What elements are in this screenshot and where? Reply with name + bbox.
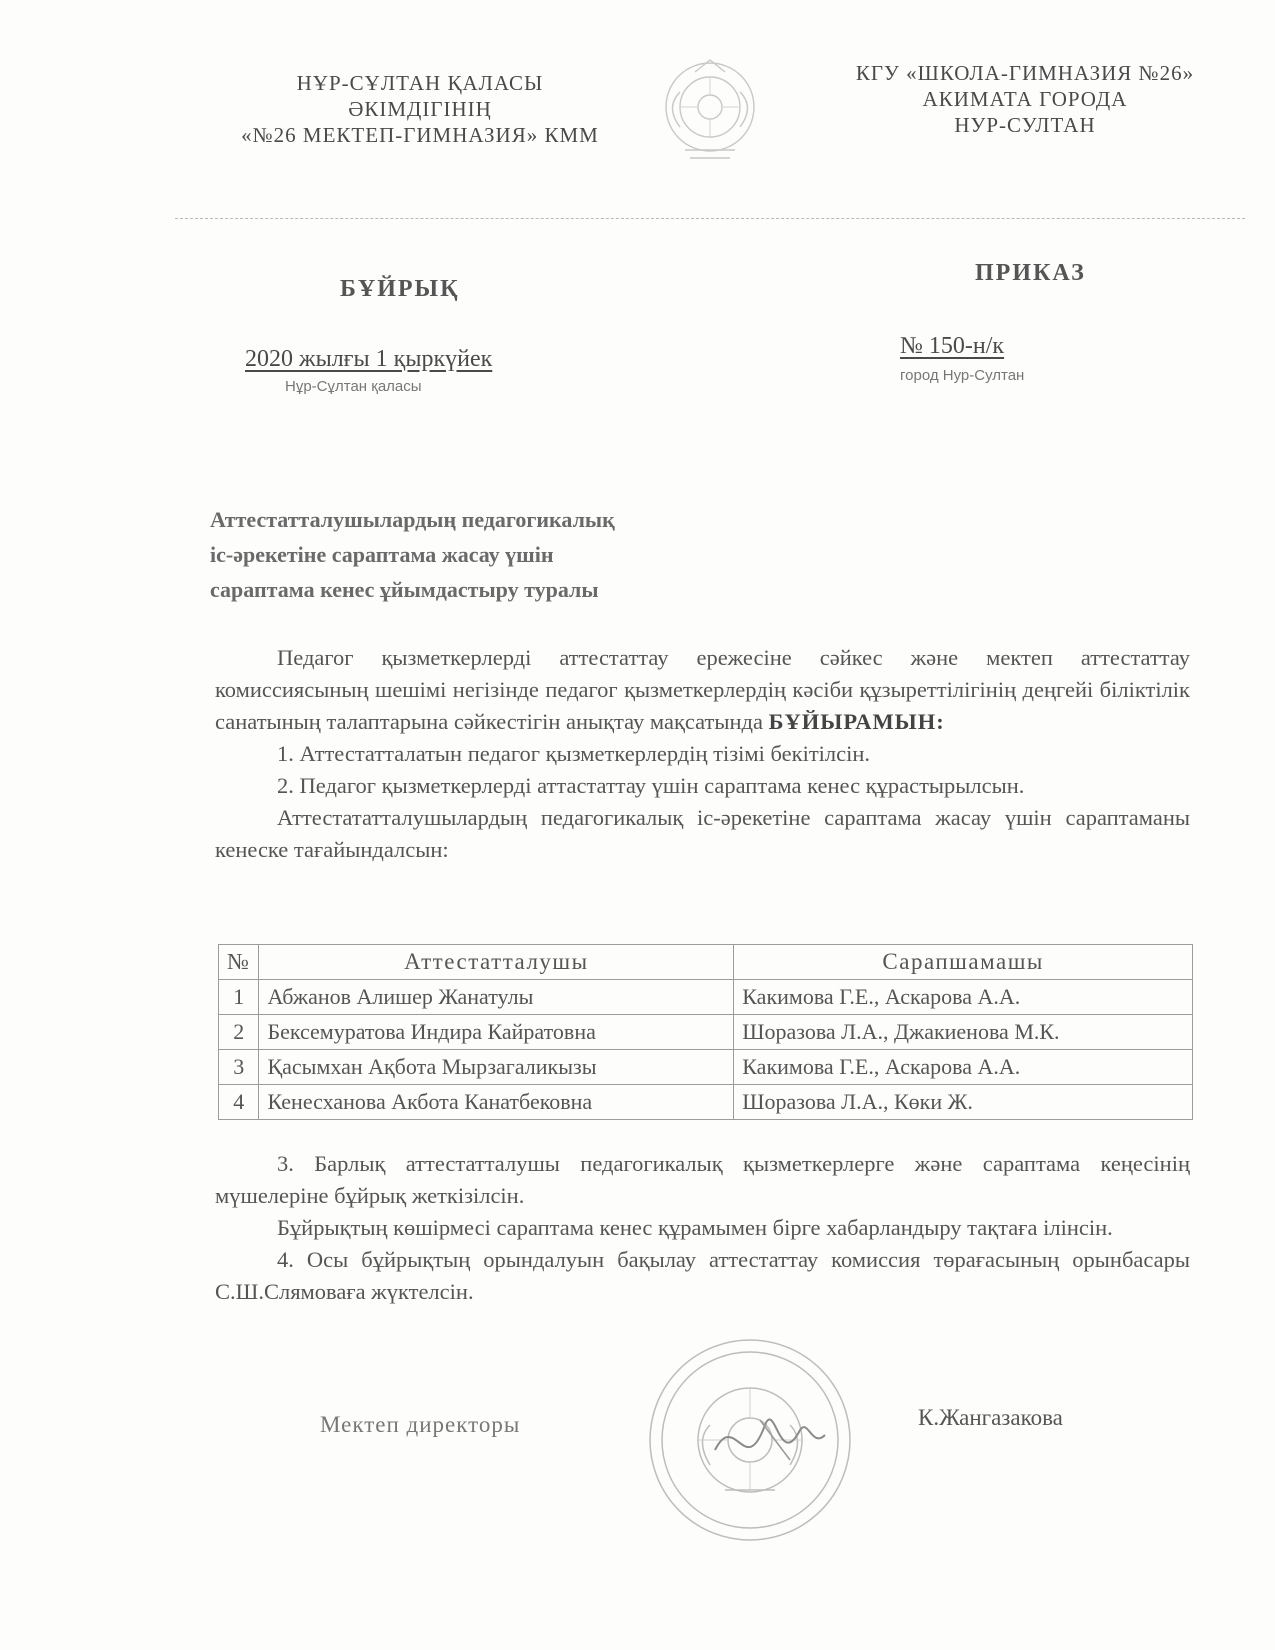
row-experts: Какимова Г.Е., Аскарова А.А. [734, 1050, 1193, 1085]
header-left-line-2: ӘКІМДІГІНІҢ [348, 97, 492, 121]
row-attestee: Қасымхан Ақбота Мырзагаликызы [259, 1050, 734, 1085]
row-attestee: Абжанов Алишер Жанатулы [259, 980, 734, 1015]
header-left-org [185, 70, 655, 148]
point-2: 2. Педагог қызметкерлерді аттастаттау үшін сараптама кенес құрастырылсын. [277, 773, 1025, 798]
header-right-line-3: НУР-СУЛТАН [954, 113, 1096, 137]
row-experts: Шоразова Л.А., Джакиенова М.К. [734, 1015, 1193, 1050]
body-after-table [215, 1148, 1190, 1308]
order-title-kz: БҰЙРЫҚ [340, 276, 460, 302]
round-seal-stamp-icon [640, 1330, 860, 1550]
point-3: 3. Барлық аттестатталушы педагогикалық қызметкерлерге және сараптама кеңесінің мүшелеріне бұйрық жеткізілсін. [215, 1151, 1190, 1208]
row-attestee: Бексемуратова Индира Кайратовна [259, 1015, 734, 1050]
table-header-row [219, 945, 1193, 980]
header-right-line-2: АКИМАТА ГОРОДА [922, 87, 1128, 111]
city-ru: город Нур-Султан [900, 367, 1025, 384]
subject-line-1: Аттестатталушылардың педагогикалық [210, 507, 615, 532]
header-right-line-1: КГУ «ШКОЛА-ГИМНАЗИЯ №26» [855, 61, 1195, 85]
table-row [219, 1015, 1193, 1050]
copy-notice: Бұйрықтың көшірмесі сараптама кенес құрамымен бірге хабарландыру тақтаға ілінсін. [277, 1215, 1113, 1240]
header-divider [175, 218, 1245, 219]
order-subject [210, 502, 615, 607]
assign-paragraph: Аттестататталушылардың педагогикалық іс-әрекетіне сараптама жасау үшін сараптаманы кенеске тағайындалсын: [215, 805, 1190, 862]
header-right-org [815, 60, 1235, 138]
body-intro [215, 642, 1190, 866]
table-row [219, 1050, 1193, 1085]
row-experts: Какимова Г.Е., Аскарова А.А. [734, 980, 1193, 1015]
col-number: № [219, 945, 259, 980]
signatory-title: Мектеп директоры [320, 1412, 521, 1437]
row-experts: Шоразова Л.А., Көки Ж. [734, 1085, 1193, 1120]
table-row [219, 1085, 1193, 1120]
row-number: 3 [219, 1050, 259, 1085]
col-expert: Сарапшамашы [734, 945, 1193, 980]
intro-text: Педагог қызметкерлерді аттестаттау ережесіне сәйкес және мектеп аттестаттау комиссиясының шешімі негізінде педагог қызметкерлердің кәсіби құзыреттілігінің деңгейі біліктілік санатының талаптарына сәйкестігін анықтау мақсатында [215, 645, 1190, 734]
subject-line-2: іс-әрекетіне сараптама жасау үшін [210, 542, 554, 567]
attestation-table [218, 944, 1193, 1120]
row-number: 1 [219, 980, 259, 1015]
subject-line-3: сараптама кенес ұйымдастыру туралы [210, 577, 599, 602]
state-emblem-icon [655, 52, 765, 170]
order-title-ru: ПРИКАЗ [975, 260, 1086, 286]
order-date: 2020 жылғы 1 қыркүйек [245, 346, 493, 372]
order-number: № 150-н/к [900, 333, 1005, 359]
intro-paragraph [215, 642, 1190, 738]
city-kz: Нұр-Сұлтан қаласы [285, 378, 422, 395]
header-left-line-1: НҰР-СҰЛТАН ҚАЛАСЫ [296, 71, 544, 95]
col-attestee: Аттестатталушы [259, 945, 734, 980]
table-row [219, 980, 1193, 1015]
header-left-line-3: «№26 МЕКТЕП-ГИМНАЗИЯ» КММ [241, 123, 599, 147]
row-attestee: Кенесханова Акбота Канатбековна [259, 1085, 734, 1120]
row-number: 4 [219, 1085, 259, 1120]
order-keyword: БҰЙЫРАМЫН: [768, 709, 945, 734]
point-1: 1. Аттестатталатын педагог қызметкерлердің тізімі бекітілсін. [277, 741, 871, 766]
point-4: 4. Осы бұйрықтың орындалуын бақылау аттестаттау комиссия төрағасының орынбасары С.Ш.Слямоваға жүктелсін. [215, 1247, 1190, 1304]
row-number: 2 [219, 1015, 259, 1050]
signatory-name: К.Жангазакова [918, 1405, 1063, 1430]
